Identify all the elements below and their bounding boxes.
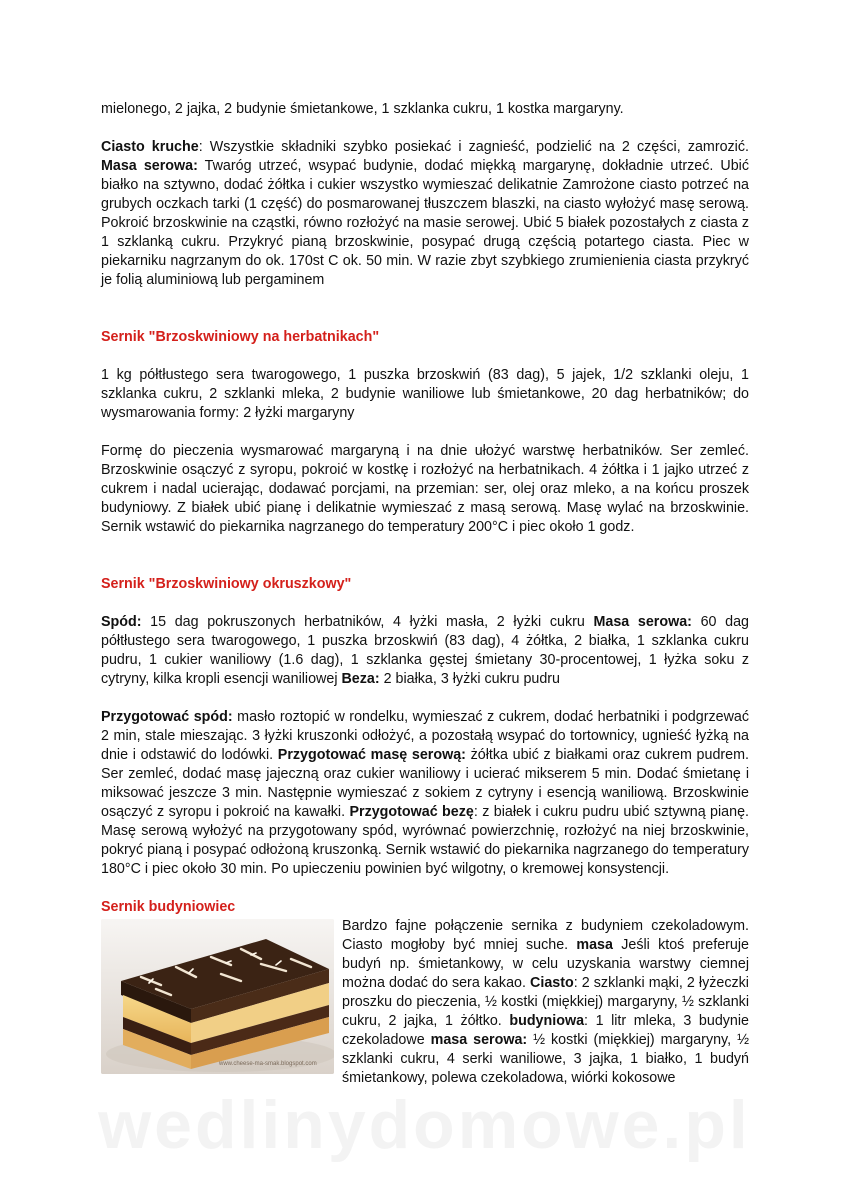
recipe-title-budyniowiec: Sernik budyniowiec xyxy=(101,899,236,915)
step-spod-label: Przygotować spód: xyxy=(101,709,233,725)
beza-label: Beza: xyxy=(341,671,380,687)
spod-label: Spód: xyxy=(101,614,142,630)
recipe-text-budyniowiec: Bardzo fajne połączenie sernika z budyniem czekoladowym. Ciasto mogłoby być mniej suche. masa Jeśli ktoś preferuje budyń np. śmietankowy, w celu uzyskania warstwy ciemnej można dodać do sera kakao. Ciasto: 2 szklanki mąki, 2 łyżeczki proszku do pieczenia, ½ kostki (miękkiej) margaryny, ½ szklanki cukru, 2 jajka, 1 żółtko. budyniowa: 1 litr mleka, 3 budynie czekoladowe masa serowa: ½ kostki (miękkiej) margaryny, ½ szklanki cukru, 4 serki waniliowe, 3 jajka, 1 białko, 1 budyń śmietankowy, polewa czekoladowa, wiórki kokosowe xyxy=(342,918,749,1086)
budyniowa-label: budyniowa xyxy=(509,1013,585,1029)
recipe-ingredients-okruszkowy: Spód: 15 dag pokruszonych herbatników, 4 łyżki masła, 2 łyżki cukru Masa serowa: 60 dag półtłustego sera twarogowego, 1 puszka brzoskwiń (83 dag), 4 żółtka, 2 białka, 1 szklanka cukru pudru, 1 cukier waniliowy (1.6 dag), 1 szklanka gęstej śmietany 30-procentowej, 1 łyżka soku z cytryny, kilka kropli esencji waniliowej Beza: 2 białka, 3 łyżki cukru pudru xyxy=(101,614,749,687)
ciasto-kruche-label: Ciasto kruche xyxy=(101,139,199,155)
step-masa-label: Przygotować masę serową: xyxy=(277,747,466,763)
masa-serowa-label: Masa serowa: xyxy=(101,158,198,174)
masa-label: masa xyxy=(576,937,613,953)
site-watermark: wedlinydomowe.pl xyxy=(98,1087,751,1163)
recipe-method-okruszkowy: Przygotować spód: masło roztopić w rondelku, wymieszać z cukrem, dodać herbatniki i podgrzewać 2 min, stale mieszając. 3 łyżki kruszonki odłożyć, a pozostałą wsypać do tortownicy, ugnieść łyżką na dnie i odstawić do lodówki. Przygotować masę serową: żółtka ubić z białkami oraz cukrem pudrem. Ser zemleć, dodać masę jajeczną oraz cukier waniliowy i ucierać mikserem 5 min. Dodać śmietanę i miksować jeszcze 3 min. Następnie wymieszać z sokiem z cytryny i esencją waniliową. Brzoskwinie osączyć z syropu i pokroić na kawałki. Przygotować bezę: z białek i cukru pudru ubić sztywną pianę. Masę serową wyłożyć na przygotowany spód, wyrównać powierzchnię, rozłożyć na niej brzoskwinie, pokryć pianą i posypać odłożoną kruszonką. Sernik wstawić do piekarnika nagrzanego do temperatury 180°C i piec około 30 min. Po upieczeniu powinien być wilgotny, o kremowej konsystencji. xyxy=(101,709,750,877)
recipe-title-okruszkowy: Sernik "Brzoskwiniowy okruszkowy" xyxy=(101,576,352,592)
masa-serowa-label: masa serowa: xyxy=(430,1032,528,1048)
document-page xyxy=(101,100,749,1088)
svg-text:www.cheese-ma-smak.blogspot.co: www.cheese-ma-smak.blogspot.com xyxy=(219,1061,317,1067)
ciasto-label: Ciasto xyxy=(530,975,574,991)
cheesecake-photo xyxy=(101,919,334,1074)
masa-serowa-label: Masa serowa: xyxy=(593,614,692,630)
recipe-method-herbatniki: Formę do pieczenia wysmarować margaryną i na dnie ułożyć warstwę herbatników. Ser zemleć. Brzoskwinie osączyć z syropu, pokroić w kostkę i rozłożyć na herbatnikach. 4 żółtka i 1 jajko utrzeć z cukrem i nadal ucierając, dodawać porcjami, na przemian: ser, olej oraz mleko, a na końcu proszek budyniowy. Z białek ubić pianę i delikatnie wymieszać z masą serową. Masę wylać na brzoskwinie. Sernik wstawić do piekarnika nagrzanego do temperatury 200°C i piec około 1 godz. xyxy=(101,443,749,535)
step-beza-label: Przygotować bezę xyxy=(349,804,474,820)
intro-method: Ciasto kruche: Wszystkie składniki szybko posiekać i zagnieść, podzielić na 2 części, zamrozić. Masa serowa: Twaróg utrzeć, wsypać budynie, dodać miękką margarynę, dokładnie utrzeć. Ubić białko na sztywno, dodać żółtka i cukier wszystko wymieszać delikatnie Zamrożone ciasto potrzeć na grubych oczkach tarki (1 część) do posmarowanej tłuszczem blaszki, na ciasto wyłożyć masę serową. Pokroić brzoskwinie na cząstki, równo rozłożyć na masie serowej. Ubić 5 białek pozostałych z ciasta z 1 szklanką cukru. Przykryć pianą brzoskwinie, posypać drugą częścią potartego ciasta. Piec w piekarniku nagrzanym do ok. 170st C ok. 50 min. W razie zbyt szybkiego zrumienienia ciasta przykryć je folią aluminiową lub pergaminem xyxy=(101,139,749,288)
recipe-title-herbatniki: Sernik "Brzoskwiniowy na herbatnikach" xyxy=(101,329,380,345)
recipe-ingredients-herbatniki: 1 kg półtłustego sera twarogowego, 1 puszka brzoskwiń (83 dag), 5 jajek, 1/2 szklanki oleju, 1 szklanka cukru, 2 szklanki mleka, 2 budynie waniliowe lub śmietankowe, 20 dag herbatników; do wysmarowania formy: 2 łyżki margaryny xyxy=(101,367,749,421)
intro-ingredients-tail: mielonego, 2 jajka, 2 budynie śmietankowe, 1 szklanka cukru, 1 kostka margaryny. xyxy=(101,101,624,117)
